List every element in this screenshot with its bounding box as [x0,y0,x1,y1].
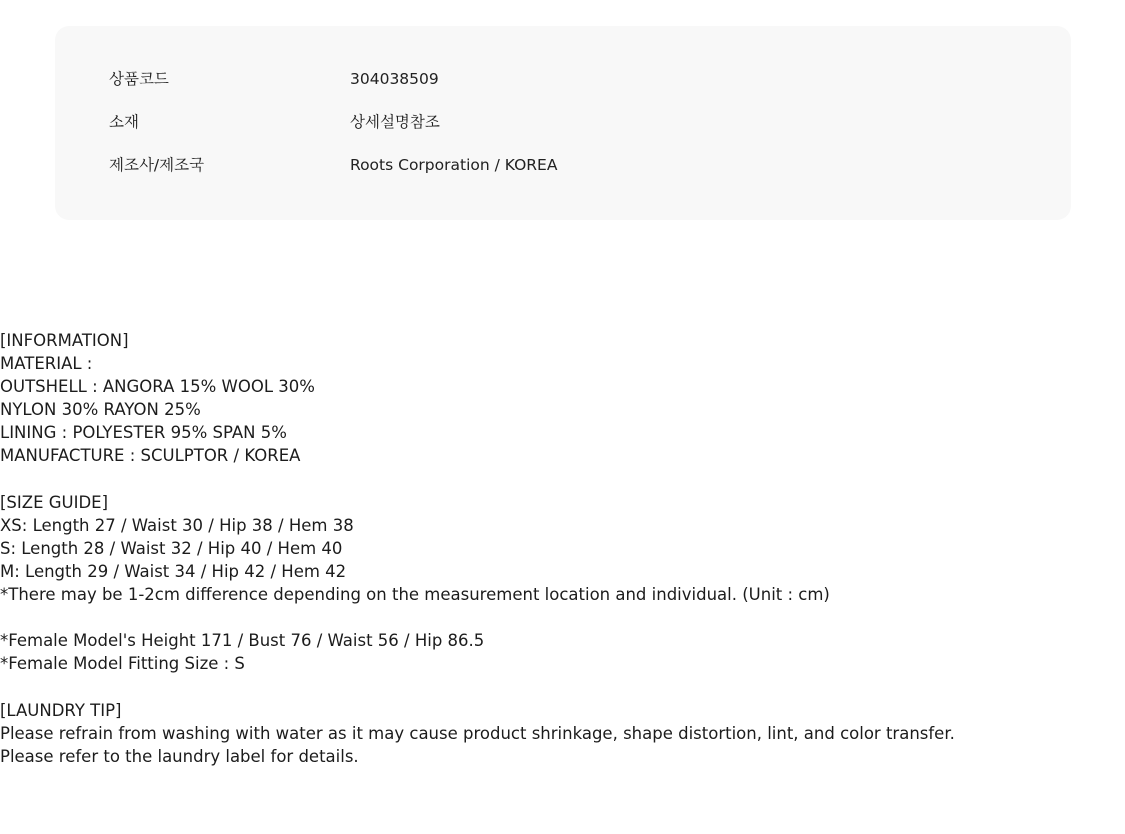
spec-value: 304038509 [350,70,439,88]
information-line: MANUFACTURE : SCULPTOR / KOREA [0,446,301,466]
information-line: NYLON 30% RAYON 25% [0,400,201,420]
information-line: MATERIAL : [0,354,93,374]
spec-label: 소재 [109,113,139,131]
size-guide-line: S: Length 28 / Waist 32 / Hip 40 / Hem 40 [0,538,343,558]
information-line: LINING : POLYESTER 95% SPAN 5% [0,423,287,443]
information-line: OUTSHELL : ANGORA 15% WOOL 30% [0,377,315,397]
spec-row-manufacturer [55,154,1071,176]
spec-row-product-code [55,68,1071,90]
section-heading-size-guide: [SIZE GUIDE] [0,492,109,512]
size-guide-line: M: Length 29 / Waist 34 / Hip 42 / Hem 42 [0,561,347,581]
size-guide-line: XS: Length 27 / Waist 30 / Hip 38 / Hem 38 [0,515,354,535]
section-heading-information: [INFORMATION] [0,331,129,350]
spec-label: 제조사/제조국 [109,156,205,174]
product-spec-card [55,26,1071,220]
section-heading-laundry-tip: [LAUNDRY TIP] [0,700,122,720]
paragraph-gap [0,606,1120,629]
model-info-line: *Female Model Fitting Size : S [0,654,245,674]
spec-row-material [55,111,1071,133]
product-description [0,329,1120,768]
spec-value: Roots Corporation / KOREA [350,156,558,174]
size-guide-note: *There may be 1-2cm difference depending on the measurement location and individual. (Unit : cm) [0,585,830,605]
spec-value: 상세설명참조 [350,113,440,131]
laundry-line: Please refer to the laundry label for details. [0,746,359,766]
spec-label: 상품코드 [109,70,169,88]
model-info-line: *Female Model's Height 171 / Bust 76 / Waist 56 / Hip 86.5 [0,631,485,651]
paragraph-gap [0,468,1120,491]
paragraph-gap [0,675,1120,698]
laundry-line: Please refrain from washing with water as it may cause product shrinkage, shape distortion, lint, and color transfer. [0,723,955,743]
